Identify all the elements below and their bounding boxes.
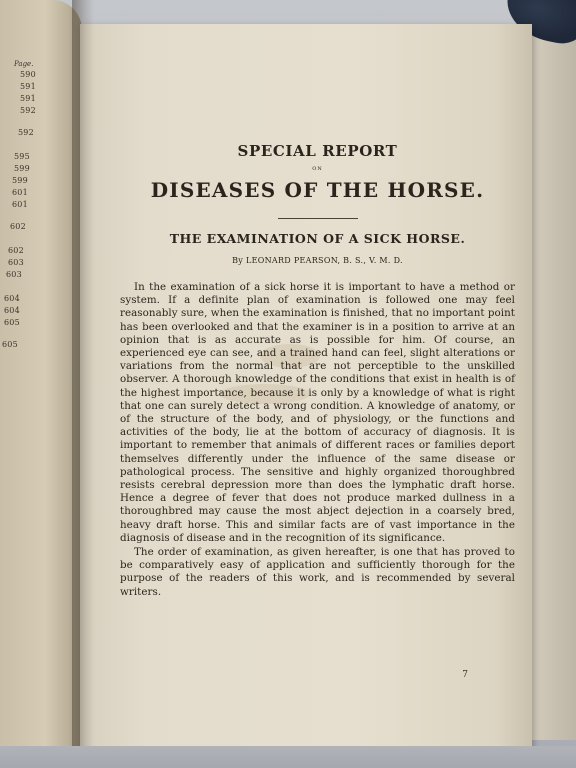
- left-page-number: 601: [12, 188, 28, 197]
- left-page-number: 605: [4, 318, 20, 327]
- left-page-number: 595: [14, 152, 30, 161]
- spine-shadow: [72, 0, 94, 768]
- left-page-number: 603: [6, 270, 22, 279]
- left-page-number: 599: [12, 176, 28, 185]
- left-page: [0, 0, 82, 768]
- chapter-subtitle: THE EXAMINATION OF A SICK HORSE.: [169, 231, 466, 246]
- left-page-number: 592: [20, 106, 36, 115]
- left-page-number: 604: [4, 294, 20, 303]
- table-surface: [0, 746, 576, 768]
- left-page-number: 602: [10, 222, 26, 231]
- left-page-number: 603: [8, 258, 24, 267]
- on-label: ON: [312, 166, 323, 172]
- page-folio-number: 7: [462, 670, 468, 680]
- page-title: DISEASES OF THE HORSE.: [150, 178, 485, 202]
- page-content: [120, 48, 515, 599]
- right-page: [80, 24, 532, 750]
- left-page-number: 605: [2, 340, 18, 349]
- left-page-number: 604: [4, 306, 20, 315]
- special-report-heading: SPECIAL REPORT: [237, 142, 398, 160]
- left-page-number: 590: [20, 70, 36, 79]
- left-page-number: 591: [20, 82, 36, 91]
- left-page-number: 591: [20, 94, 36, 103]
- left-page-heading: Page.: [14, 60, 34, 68]
- left-page-number: 602: [8, 246, 24, 255]
- title-rule: [278, 218, 358, 219]
- left-page-number: 592: [18, 128, 34, 137]
- author-byline: By LEONARD PEARSON, B. S., V. M. D.: [232, 256, 403, 265]
- left-page-number: 601: [12, 200, 28, 209]
- left-page-number: 599: [14, 164, 30, 173]
- paragraph: The order of examination, as given hereafter, is one that has proved to be comparatively easy of application and sufficiently thorough for the purpose of the readers of this work, and is recommended by several writers.: [120, 546, 515, 598]
- paragraph: In the examination of a sick horse it is important to have a method or system. If a definite plan of examination is followed one may feel reasonably sure, when the examination is finished, that no important point has been overlooked and that the examiner is in a position to arrive at an opinion that is as accurate as is possible for him. Of course, an experienced eye can see, and a trained hand can feel, slight alterations or variations from the normal that are not perceptible to the unskilled observer. A thorough knowledge of the conditions that exist in health is of the highest importance, because it is only by a knowledge of what is right that one can surely detect a wrong condition. A knowledge of anatomy, or of the structure of the body, and of physiology, or the functions and activities of the body, lie at the bottom of accuracy of diagnosis. It is important to remember that animals of different races or families deport themselves differently under the influence of the same disease or pathological process. The sensitive and highly organized thoroughbred resists cerebral depression more than does the lymphatic draft horse. Hence a degree of fever that does not produce marked dullness in a thoroughbred may cause the most abject dejection in a coarsely bred, heavy draft horse. This and similar facts are of vast importance in the diagnosis of disease and in the recognition of its significance.: [120, 281, 515, 544]
- body-text: [120, 281, 515, 599]
